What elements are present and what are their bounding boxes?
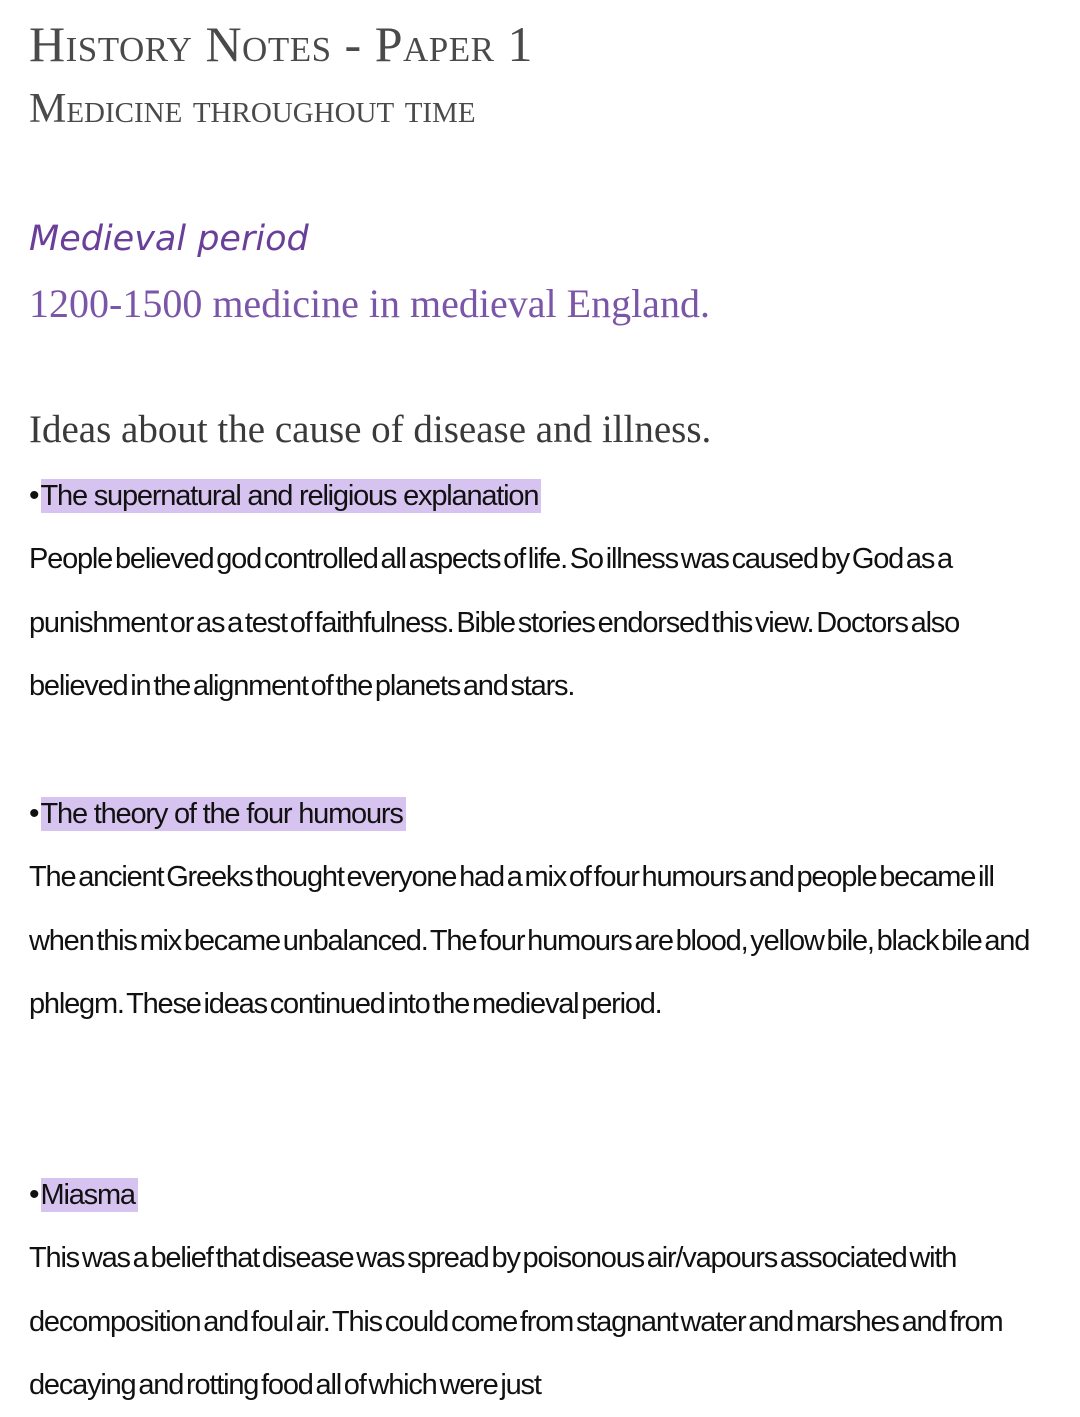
- document-subtitle: Medicine throughout time: [29, 86, 476, 132]
- topic-paragraph-miasma: This was a belief that disease was spread by poisonous air/vapours associated with decomposition and foul air. This could come from stagnant water and marshes and from decaying and rotting food all of which were just: [29, 1242, 1003, 1401]
- topic-heading-supernatural: [29, 476, 541, 516]
- bullet-icon: •: [29, 1178, 40, 1211]
- section-heading: Ideas about the cause of disease and illness.: [29, 408, 712, 451]
- topic-heading-miasma: [29, 1175, 138, 1215]
- topic-heading-four-humours: [29, 794, 406, 834]
- bullet-icon: •: [29, 479, 40, 512]
- topic-paragraph-supernatural: People believed god controlled all aspects of life. So illness was caused by God as a punishment or as a test of faithfulness. Bible stories endorsed this view. Doctors also believed in the alignment of the planets and stars.: [29, 543, 960, 702]
- bullet-icon: •: [29, 797, 40, 830]
- topic-title: The supernatural and religious explanation: [41, 479, 542, 513]
- period-subheading: 1200-1500 medicine in medieval England.: [29, 281, 710, 326]
- topic-title: Miasma: [41, 1178, 138, 1212]
- topic-paragraph-four-humours: The ancient Greeks thought everyone had a mix of four humours and people became ill when this mix became unbalanced. The four humours are blood, yellow bile, black bile and phlegm. These ideas continued into the medieval period.: [29, 861, 1030, 1020]
- topic-title: The theory of the four humours: [41, 797, 406, 831]
- period-heading: Medieval period: [29, 219, 309, 259]
- document-title: History Notes - Paper 1: [29, 16, 533, 72]
